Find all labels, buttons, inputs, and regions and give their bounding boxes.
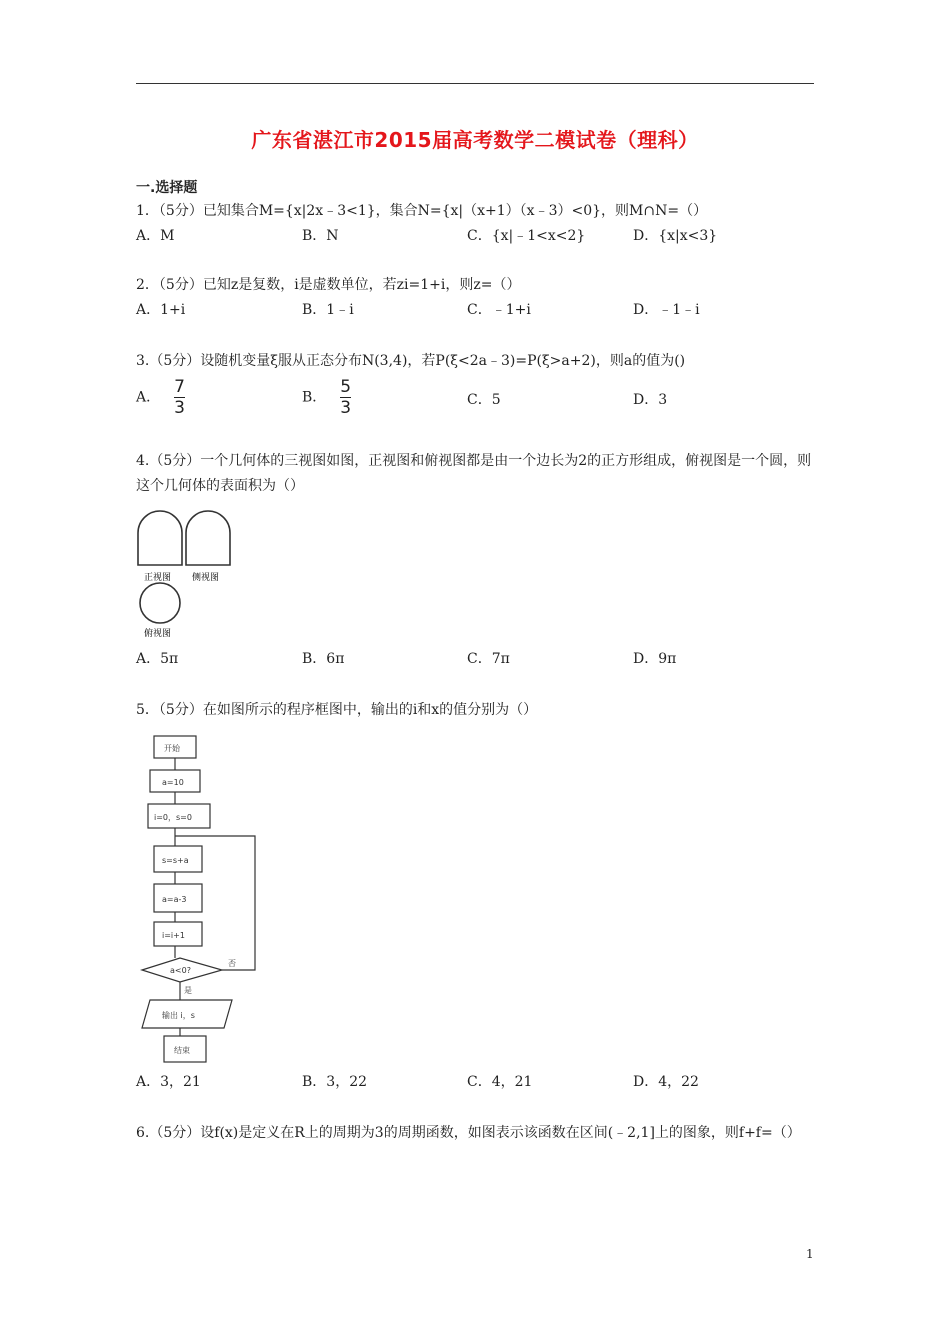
option-c: C．﹣1+i — [467, 302, 531, 318]
flow-step-a-label: a=a-3 — [162, 895, 187, 904]
option-a: A．M — [136, 228, 175, 244]
option-d: D．4，22 — [633, 1074, 699, 1090]
question-5-options — [136, 1071, 816, 1095]
option-c: C．7π — [467, 651, 510, 667]
flow-init-i-label: i=0，s=0 — [154, 813, 192, 822]
question-2-text: 2．（5分）已知z是复数，i是虚数单位，若zi=1+i，则z=（） — [136, 277, 521, 293]
section-heading: 一.选择题 — [136, 180, 198, 196]
option-b: B．1﹣i — [302, 302, 354, 318]
option-d: D．9π — [633, 651, 677, 667]
fraction-five-thirds — [340, 378, 351, 417]
side-view-shape — [186, 511, 230, 565]
three-view-figure — [130, 505, 240, 640]
flow-end-label: 结束 — [174, 1046, 190, 1055]
flowchart-figure — [130, 730, 270, 1070]
option-d: D．{x|x<3} — [633, 228, 718, 244]
option-a: A．3，21 — [136, 1074, 201, 1090]
question-3-text: 3.（5分）设随机变量ξ服从正态分布N(3,4)，若P(ξ<2a﹣3)=P(ξ>a+2)，则a的值为() — [136, 353, 686, 369]
option-a — [136, 378, 185, 417]
flow-condition-label: a<0? — [170, 966, 191, 975]
flow-init-a-label: a=10 — [162, 778, 184, 787]
option-b: B．3，22 — [302, 1074, 368, 1090]
page-number: 1 — [806, 1247, 814, 1261]
header-rule — [136, 83, 814, 84]
side-view-label: 侧视图 — [192, 573, 220, 583]
flow-yes-label: 是 — [184, 986, 192, 995]
option-b — [302, 378, 351, 417]
flow-step-s-label: s=s+a — [162, 856, 189, 865]
fraction-numerator: 7 — [174, 377, 185, 397]
option-a: A．1+i — [136, 302, 186, 318]
flow-step-i-label: i=i+1 — [162, 931, 185, 940]
question-4-text: 4.（5分）一个几何体的三视图如图，正视图和俯视图都是由一个边长为2的正方形组成，俯视图是一个圆，则这个几何体的表面积为（） — [136, 453, 812, 494]
option-b: B．N — [302, 228, 339, 244]
fraction-denominator: 3 — [340, 398, 352, 418]
option-a-label: A． — [136, 389, 161, 406]
fraction-numerator: 5 — [340, 377, 352, 397]
question-4-options — [136, 648, 816, 672]
option-b: B．6π — [302, 651, 345, 667]
fraction-seven-thirds — [174, 378, 185, 417]
question-5-text: 5．（5分）在如图所示的程序框图中，输出的i和x的值分别为（） — [136, 702, 538, 718]
option-c: C．{x|﹣1<x<2} — [467, 228, 586, 244]
fraction-denominator: 3 — [174, 398, 185, 418]
flow-start-label: 开始 — [164, 744, 180, 753]
option-b-label: B． — [302, 389, 327, 406]
option-d: D．﹣1﹣i — [633, 302, 700, 318]
front-view-shape — [138, 511, 182, 565]
top-view-label: 俯视图 — [144, 629, 172, 639]
front-view-label: 正视图 — [144, 573, 172, 583]
option-c: C．5 — [467, 392, 501, 408]
option-a: A．5π — [136, 651, 179, 667]
question-3-options — [136, 378, 816, 424]
flow-output-label: 输出 i，s — [162, 1011, 195, 1020]
page-title: 广东省湛江市2015届高考数学二模试卷（理科） — [251, 128, 699, 152]
flow-no-label: 否 — [228, 959, 236, 968]
option-c: C．4，21 — [467, 1074, 533, 1090]
question-1-text: 1．（5分）已知集合M={x|2x﹣3<1}，集合N={x|（x+1）（x﹣3）<0}，则M∩N=（） — [136, 203, 708, 219]
option-d: D．3 — [633, 392, 668, 408]
question-6-text: 6.（5分）设f(x)是定义在R上的周期为3的周期函数，如图表示该函数在区间(﹣2,1]上的图象，则f+f=（） — [136, 1125, 801, 1141]
top-view-shape — [140, 583, 180, 623]
question-2-options — [136, 299, 816, 323]
question-1-options — [136, 225, 816, 249]
